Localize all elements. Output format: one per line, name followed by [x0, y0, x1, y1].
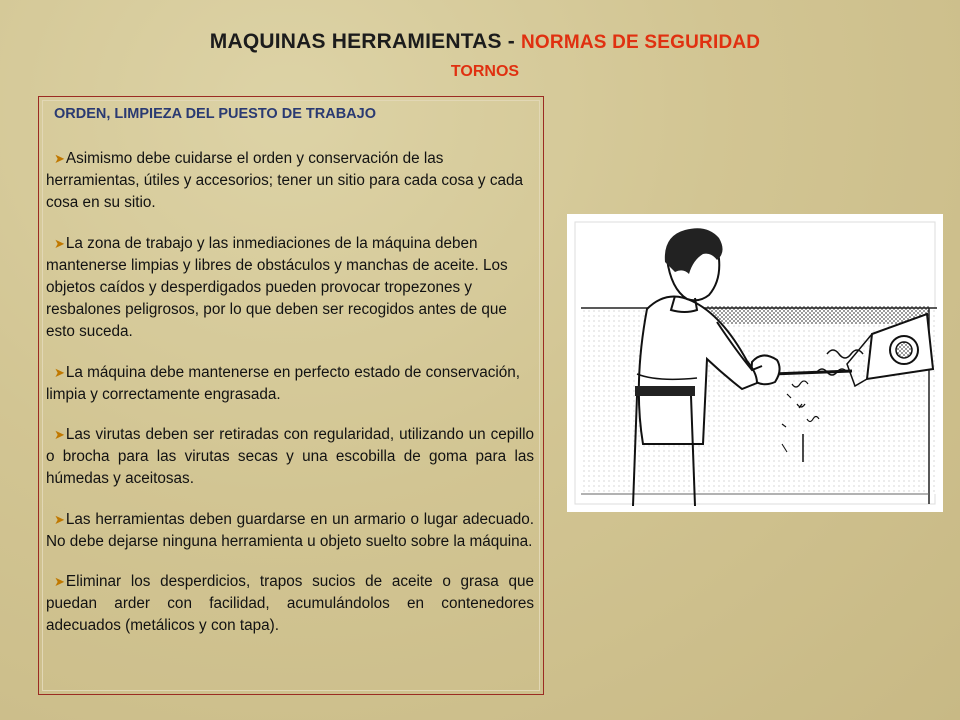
- bullet-text: Las herramientas deben guardarse en un armario o lugar adecuado. No debe dejarse ninguna herramienta u objeto suelto sobre la máquina.: [46, 510, 534, 550]
- bullet-text: Eliminar los desperdicios, trapos sucios de aceite o grasa que puedan arder con facilidad, acumulándolos en contenedores adecuados (metálicos y con tapa).: [46, 573, 534, 635]
- page-title: [0, 30, 960, 54]
- bullet-item: [46, 233, 534, 344]
- title-highlight: NORMAS DE SEGURIDAD: [521, 32, 761, 53]
- bullet-text: Asimismo debe cuidarse el orden y conservación de las herramientas, útiles y accesorios; tener un sitio para cada cosa y cada cosa en su sitio.: [46, 150, 523, 212]
- arrow-bullet-icon: ➤: [54, 235, 65, 251]
- bullet-text: Las virutas deben ser retiradas con regularidad, utilizando un cepillo o brocha para las virutas secas y una escobilla de goma para las húmedas y aceitosas.: [46, 426, 534, 488]
- section-heading: ORDEN, LIMPIEZA DEL PUESTO DE TRABAJO: [54, 106, 376, 122]
- bullet-text: La máquina debe mantenerse en perfecto estado de conservación, limpia y correctamente engrasada.: [46, 363, 521, 403]
- bullet-item: [46, 424, 534, 491]
- bullet-item: [46, 148, 534, 215]
- title-main: MAQUINAS HERRAMIENTAS -: [209, 30, 522, 53]
- arrow-bullet-icon: ➤: [54, 427, 65, 443]
- bullet-item: [46, 509, 534, 553]
- worker-cleaning-lathe-illustration: [567, 214, 943, 512]
- bullet-item: [46, 571, 534, 638]
- page-subtitle: TORNOS: [450, 63, 520, 80]
- arrow-bullet-icon: ➤: [54, 151, 65, 166]
- bullet-list: [46, 148, 534, 656]
- bullet-item: [46, 362, 534, 406]
- arrow-bullet-icon: ➤: [54, 511, 65, 527]
- arrow-bullet-icon: ➤: [54, 574, 65, 590]
- bullet-text: La zona de trabajo y las inmediaciones de la máquina deben mantenerse limpias y libres de obstáculos y manchas de aceite. Los objetos caídos y desperdigados pueden provocar tropezones y resbalones peligrosos, por lo que deben ser recogidos antes de que esto suceda.: [46, 234, 508, 341]
- arrow-bullet-icon: ➤: [54, 364, 65, 380]
